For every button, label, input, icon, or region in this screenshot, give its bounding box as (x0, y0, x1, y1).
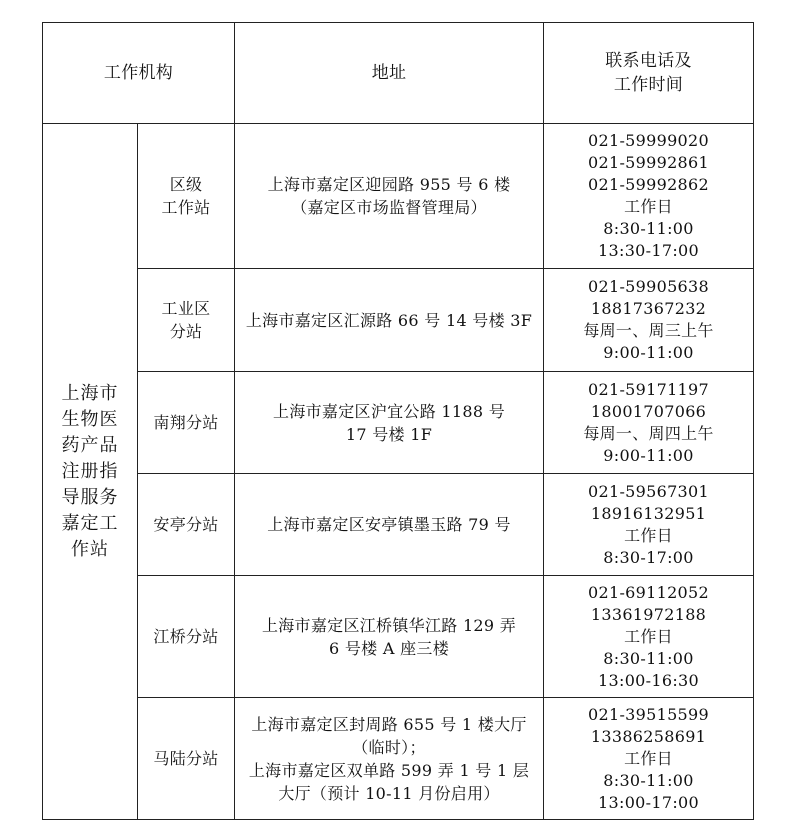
contact-line: 021-59905638 (588, 277, 709, 296)
address-line: 上海市嘉定区双单路 599 弄 1 号 1 层 (248, 760, 530, 780)
contact-line: 021-39515599 (588, 704, 709, 724)
header-contact-line: 联系电话及 (605, 51, 692, 71)
contact-line: 9:00-11:00 (603, 445, 694, 465)
contact-cell (544, 698, 754, 820)
contact-line: 9:00-11:00 (603, 343, 694, 362)
contact-line: 每周一、周四上午 (583, 423, 714, 443)
address-cell (235, 474, 544, 576)
address-line: 上海市嘉定区汇源路 66 号 14 号楼 3F (245, 310, 533, 330)
contact-line: 021-59992861 (588, 153, 709, 172)
station-cell (138, 269, 235, 372)
contact-cell (544, 474, 754, 576)
address-line: （嘉定区市场监督管理局） (291, 198, 487, 217)
table-row (43, 372, 754, 474)
station-cell (138, 474, 235, 576)
header-address (235, 23, 544, 124)
contact-line: 8:30-11:00 (603, 648, 694, 668)
contact-cell (544, 576, 754, 698)
station-name-line: 江桥分站 (153, 627, 219, 646)
address-line: 上海市嘉定区沪宜公路 1188 号 (273, 401, 506, 421)
address-line: 上海市嘉定区安亭镇墨玉路 79 号 (267, 515, 511, 534)
contact-line: 18916132951 (590, 503, 707, 523)
contact-line: 18817367232 (590, 299, 707, 318)
address-line: 大厅（预计 10-11 月份启用） (278, 783, 500, 803)
station-name-line: 分站 (169, 322, 203, 341)
contact-line: 021-59992862 (588, 175, 709, 194)
contact-line: 13:00-16:30 (598, 670, 699, 690)
contact-line: 021-59171197 (588, 379, 709, 399)
address-cell (235, 698, 544, 820)
header-contact-line: 工作时间 (613, 75, 684, 95)
address-line: 17 号楼 1F (345, 424, 433, 444)
contact-line: 工作日 (624, 748, 673, 768)
station-name-line: 工业区 (161, 299, 211, 318)
contact-line: 8:30-11:00 (603, 219, 694, 238)
station-cell (138, 124, 235, 269)
header-contact (544, 23, 754, 124)
contact-line: 工作日 (624, 525, 673, 545)
contact-line: 每周一、周三上午 (583, 321, 714, 340)
contact-line: 8:30-17:00 (603, 547, 694, 567)
table-row (43, 474, 754, 576)
header-address-label: 地址 (371, 63, 407, 83)
station-name-line: 区级 (169, 175, 203, 194)
address-line: 上海市嘉定区封周路 655 号 1 楼大厅 (251, 714, 527, 734)
address-cell (235, 124, 544, 269)
table-row (43, 576, 754, 698)
address-line: 上海市嘉定区迎园路 955 号 6 楼 (267, 175, 511, 194)
station-cell (138, 372, 235, 474)
contact-line: 021-59999020 (588, 131, 709, 150)
contact-line: 18001707066 (590, 401, 707, 421)
contact-cell (544, 124, 754, 269)
address-line: （临时）； (352, 737, 426, 757)
station-cell (138, 698, 235, 820)
contact-line: 13:30-17:00 (598, 241, 699, 260)
contact-line: 13386258691 (590, 726, 707, 746)
address-line: 上海市嘉定区江桥镇华江路 129 弄 (261, 615, 517, 635)
station-name-line: 安亭分站 (153, 515, 219, 534)
station-name-line: 马陆分站 (153, 749, 219, 768)
contact-line: 13361972188 (590, 604, 707, 624)
header-org-label: 工作机构 (103, 63, 174, 83)
contact-cell (544, 372, 754, 474)
contact-line: 8:30-11:00 (603, 770, 694, 790)
contact-line: 工作日 (624, 197, 673, 216)
contact-line: 021-69112052 (588, 582, 709, 602)
station-name-line: 南翔分站 (153, 413, 219, 432)
station-cell (138, 576, 235, 698)
station-name-line: 工作站 (161, 198, 211, 217)
contact-line: 13:00-17:00 (598, 792, 699, 812)
table-row (43, 269, 754, 372)
header-row (43, 23, 754, 124)
organization-cell (43, 124, 138, 820)
contact-line: 工作日 (624, 626, 673, 646)
address-line: 6 号楼 A 座三楼 (329, 638, 450, 658)
table-row (43, 124, 754, 269)
contact-line: 021-59567301 (588, 481, 709, 501)
contact-cell (544, 269, 754, 372)
address-cell (235, 576, 544, 698)
address-cell (235, 372, 544, 474)
table-row (43, 698, 754, 820)
office-contact-table (42, 22, 754, 820)
header-org (43, 23, 235, 124)
address-cell (235, 269, 544, 372)
organization-name: 上海市生物医药产品注册指导服务嘉定工作站 (61, 382, 119, 560)
